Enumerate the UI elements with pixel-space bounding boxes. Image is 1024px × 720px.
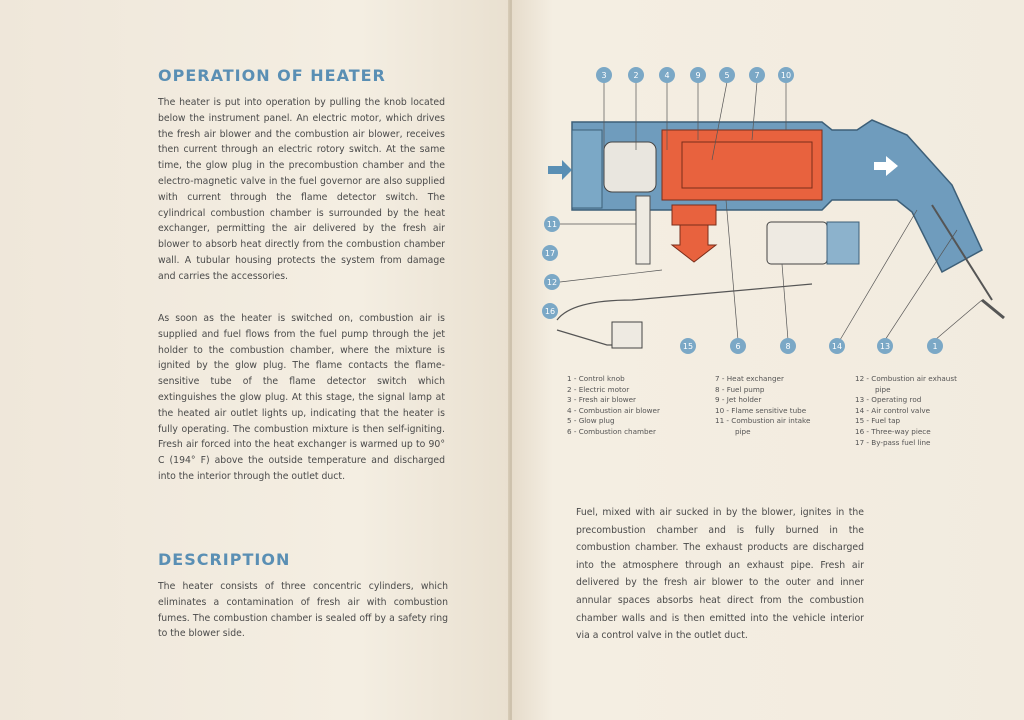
callout-top-3: [690, 67, 706, 83]
description-heading: DESCRIPTION: [158, 550, 291, 569]
legend-item: 13 - Operating rod: [855, 395, 922, 405]
legend-column-2: [715, 374, 810, 438]
callout-left-2: [544, 274, 560, 290]
callout-bottom-1: [730, 338, 746, 354]
legend-item: 3 - Fresh air blower: [567, 395, 637, 405]
fuel-pump: [767, 222, 827, 264]
operation-paragraph-2: As soon as the heater is switched on, combustion air is supplied and fuel flows from the fuel pump through the jet holder to the combustion chamber, where the mixture is ignited by the glow plug. The flame contacts the flame-sensitive tube of the flame detector switch which extinguishes the glow plug. At this stage, the signal lamp at the heated air outlet lights up, indicating that the heater is fully operating. The combustion mixture is then self-igniting. Fresh air forced into the heat exchanger is warmed up to 90° C (194° F) above the outside temperature and discharged into the interior through the outlet duct.: [158, 313, 445, 482]
svg-text:9: 9: [695, 71, 701, 80]
svg-text:8: 8: [785, 342, 791, 351]
callout-bottom-4: [877, 338, 893, 354]
callout-left-3: [542, 303, 558, 319]
legend-column-3: [855, 374, 957, 448]
operation-heading: OPERATION OF HEATER: [158, 66, 386, 85]
svg-text:16: 16: [544, 307, 556, 316]
svg-text:6: 6: [735, 342, 741, 351]
legend-column-1: [567, 374, 660, 438]
legend-item: 12 - Combustion air exhaust: [855, 374, 957, 383]
legend-item: 9 - Jet holder: [715, 395, 762, 405]
callout-bottom-0: [680, 338, 696, 354]
svg-text:15: 15: [682, 342, 694, 351]
fuel-line: [557, 284, 812, 320]
callout-top-2: [659, 67, 675, 83]
right-paragraph: Fuel, mixed with air sucked in by the blower, ignites in the precombustion chamber and is fully burned in the combustion chamber. The exhaust products are discharged into the atmosphere through an exhaust pipe. Fresh air delivered by the fresh air blower to the outer and inner annular spaces absorbs heat direct from the combustion chamber walls and is then emitted into the vehicle interior via a control valve in the outlet duct.: [576, 507, 864, 642]
combustion-chamber: [662, 130, 822, 200]
legend-item: 15 - Fuel tap: [855, 416, 901, 426]
legend-item: pipe: [735, 426, 751, 436]
callout-left-0: [544, 216, 560, 232]
callout-top-1: [628, 67, 644, 83]
svg-text:12: 12: [546, 278, 558, 287]
legend-item: 2 - Electric motor: [567, 384, 630, 394]
legend-item: 4 - Combustion air blower: [567, 405, 660, 415]
callout-top-4: [719, 67, 735, 83]
legend-item: 7 - Heat exchanger: [715, 374, 784, 383]
svg-text:11: 11: [546, 220, 558, 229]
legend-item: 5 - Glow plug: [567, 416, 615, 426]
heater-diagram: [512, 0, 1024, 370]
legend-item: 8 - Fuel pump: [715, 384, 765, 394]
svg-text:3: 3: [601, 71, 607, 80]
svg-text:5: 5: [724, 71, 730, 80]
legend-item: 1 - Control knob: [567, 374, 625, 383]
legend-item: 14 - Air control valve: [855, 405, 930, 415]
electric-motor: [604, 142, 656, 192]
legend-item: pipe: [875, 384, 891, 394]
callout-top-5: [749, 67, 765, 83]
callout-bottom-3: [829, 338, 845, 354]
callout-left-1: [542, 245, 558, 261]
exhaust-arrow: [672, 225, 716, 262]
callout-bottom-5: [927, 338, 943, 354]
legend-item: 11 - Combustion air intake: [715, 416, 811, 426]
callout-top-0: [596, 67, 612, 83]
legend-item: 6 - Combustion chamber: [567, 426, 656, 436]
blower-intake: [572, 130, 602, 208]
svg-text:2: 2: [633, 71, 639, 80]
inlet-arrow: [548, 160, 572, 180]
right-page: [512, 0, 1024, 720]
svg-text:14: 14: [831, 342, 843, 351]
fuel-tap: [612, 322, 642, 348]
svg-text:10: 10: [780, 71, 792, 80]
callout-bottom-2: [780, 338, 796, 354]
svg-text:17: 17: [544, 249, 556, 258]
legend-item: 17 - By-pass fuel line: [855, 437, 931, 447]
legend-item: 16 - Three-way piece: [855, 426, 931, 436]
svg-text:7: 7: [754, 71, 760, 80]
callout-top-6: [778, 67, 794, 83]
svg-text:13: 13: [879, 342, 891, 351]
svg-text:1: 1: [932, 342, 938, 351]
legend-item: 10 - Flame sensitive tube: [715, 405, 807, 415]
operation-paragraph-1: The heater is put into operation by pulling the knob located below the instrument panel. An electric motor, which drives the fresh air blower and the combustion air blower, receives then current through an electric rotory switch. At the same time, the glow plug in the precombustion chamber and the electro-magnetic valve in the fuel governor are also supplied with current through the flame detector switch. The cylindrical combustion chamber is surrounded by the heat exchanger, permitting the air delivered by the fresh air blower to absorb heat directly from the combustion chamber wall. A tubular housing protects the system from damage and carries the accessories.: [158, 97, 445, 282]
description-paragraph: The heater consists of three concentric cylinders, which eliminates a contamination of fresh air with combustion fumes. The combustion chamber is sealed off by a safety ring to the blower side.: [158, 581, 448, 640]
svg-text:4: 4: [664, 71, 670, 80]
